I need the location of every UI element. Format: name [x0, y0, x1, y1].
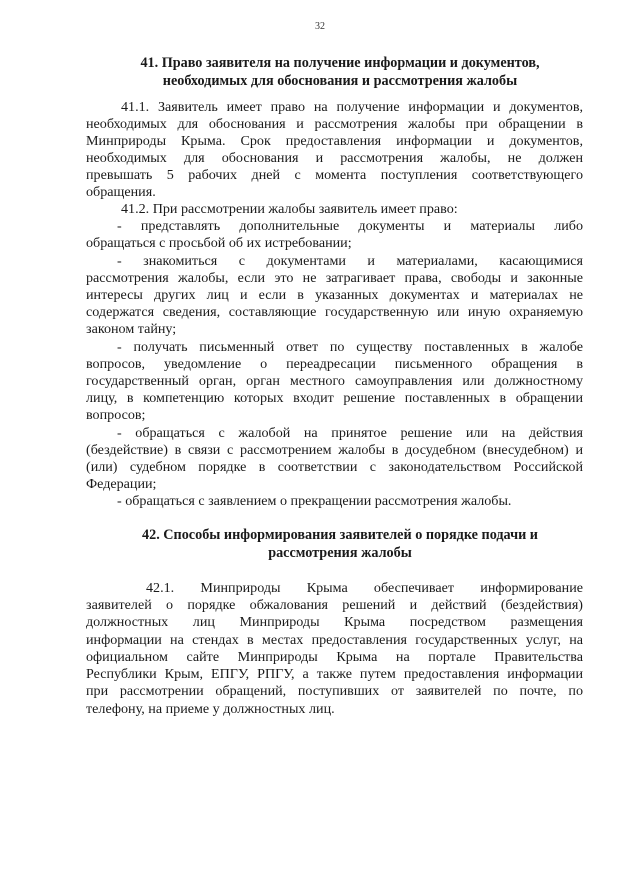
paragraph-line: вопросов;	[86, 407, 146, 423]
paragraph-line: заявителей о порядке обжалования решений и действий (бездействия)	[86, 597, 583, 613]
paragraph-line: при рассмотрении обращений, поступивших от заявителей по почте, по	[86, 683, 583, 699]
paragraph-line: телефону, на приеме у должностных лиц.	[86, 701, 335, 717]
paragraph-line: (бездействие) в связи с рассмотрением жалобы в досудебном (внесудебном) и	[86, 442, 583, 458]
paragraph-line: превышать 5 рабочих дней с момента поступления соответствующего	[86, 167, 583, 183]
paragraph-line: 41.1. Заявитель имеет право на получение информации и документов,	[121, 99, 583, 115]
paragraph-line: информации на стендах в местах предоставления государственных услуг, на	[86, 632, 583, 648]
heading-line: необходимых для обоснования и рассмотрения жалобы	[162, 73, 518, 89]
heading-line: 42. Способы информирования заявителей о порядке подачи и	[142, 527, 538, 543]
paragraph-line: 42.1. Минприроды Крыма обеспечивает информирование	[146, 580, 583, 596]
paragraph-line: вопросов, уведомление о переадресации письменного обращения в	[86, 356, 583, 372]
paragraph-line: необходимых для обоснования и рассмотрения жалобы, не должен	[86, 150, 583, 166]
paragraph-line: Минприроды Крыма. Срок предоставления информации и документов,	[86, 133, 583, 149]
paragraph-line: интересы других лиц и если в указанных документах и материалах не	[86, 287, 583, 303]
paragraph-line: должностных лиц Минприроды Крыма посредством размещения	[86, 614, 583, 630]
heading-line: 41. Право заявителя на получение информации и документов,	[140, 55, 540, 71]
page-number: 32	[315, 21, 325, 32]
paragraph-line: - получать письменный ответ по существу поставленных в жалобе	[117, 339, 583, 355]
paragraph-line: необходимых для обоснования и рассмотрения жалобы при обращении в	[86, 116, 583, 132]
paragraph-line: содержатся сведения, составляющие государственную или иную охраняемую	[86, 304, 583, 320]
paragraph-line: - обращаться с заявлением о прекращении рассмотрения жалобы.	[117, 493, 512, 509]
paragraph-line: законом тайну;	[86, 321, 177, 337]
section-41-heading	[60, 54, 620, 90]
paragraph-line: рассмотрения жалобы, если это не затрагивает права, свободы и законные	[86, 270, 583, 286]
paragraph-line: - знакомиться с документами и материалами, касающимися	[117, 253, 583, 269]
paragraph-line: государственный орган, орган местного самоуправления или должностному	[86, 373, 583, 389]
paragraph-line: лицу, в компетенцию которых входит решение поставленных в обращении	[86, 390, 583, 406]
paragraph-line: 41.2. При рассмотрении жалобы заявитель имеет право:	[121, 201, 458, 217]
paragraph-line: (или) судебном порядке в соответствии с законодательством Российской	[86, 459, 583, 475]
paragraph-line: официальном сайте Минприроды Крыма на портале Правительства	[86, 649, 583, 665]
paragraph-line: - представлять дополнительные документы и материалы либо	[117, 218, 583, 234]
paragraph-line: Федерации;	[86, 476, 157, 492]
section-42-heading	[60, 526, 620, 562]
paragraph-line: обращения.	[86, 184, 156, 200]
paragraph-line: обращаться с просьбой об их истребовании;	[86, 235, 352, 251]
paragraph-line: - обращаться с жалобой на принятое решение или на действия	[117, 425, 583, 441]
paragraph-line: Республики Крым, ЕПГУ, РПГУ, а также путем предоставления информации	[86, 666, 583, 682]
heading-line: рассмотрения жалобы	[268, 545, 412, 561]
